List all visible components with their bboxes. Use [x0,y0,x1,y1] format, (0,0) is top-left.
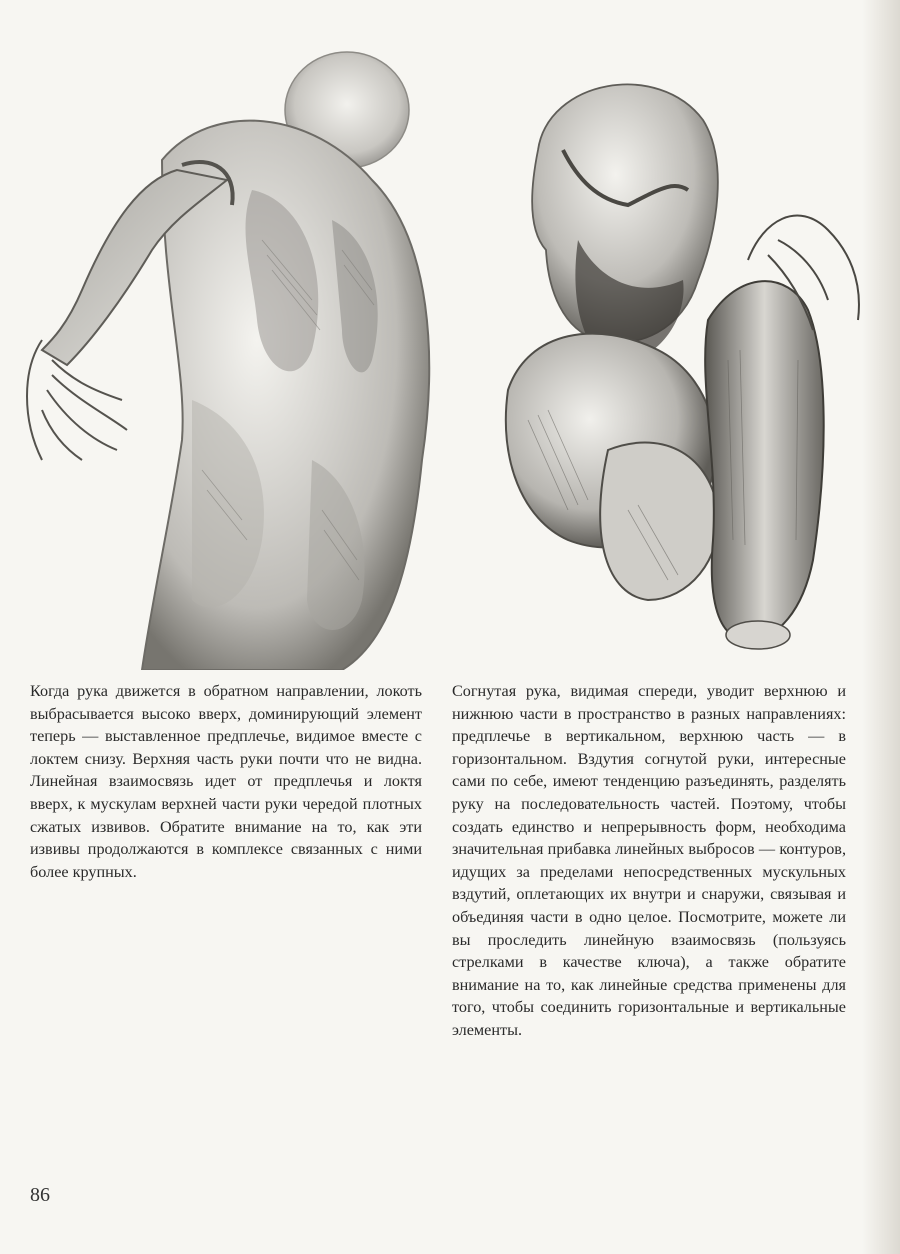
anatomical-sketch-bent-arm-front-icon [468,40,888,670]
page-number: 86 [30,1184,50,1206]
caption-right: Согнутая рука, видимая спереди, уводит верхнюю и нижнюю части в пространство в разных направлениях: предплечье в вертикальном, верхнюю часть — в горизонтальном. Вздутия согнутой руки, интересные сами по себе, имеют тенденцию разъединять, разделять руку на последовательность частей. Поэтому, чтобы создать единство и непрерывность форм, необходима значительная прибавка линейных выбросов — контуров, идущих за пределами непосредственных мускульных вздутий, оплетающих их внутри и снаружи, связывая и объединяя части в одно целое. Посмотрите, можете ли вы проследить линейную взаимосвязь (пользуясь стрелками в качестве ключа), а также обратите внимание на то, как линейные средства применены для того, чтобы соединить горизонтальные и вертикальные элементы. [452,682,846,1039]
anatomical-sketch-back-arm-raised-icon [12,40,432,670]
caption-left: Когда рука движется в обратном направлении, локоть выбрасывается высоко вверх, доминирующий элемент теперь — выставленное предплечье, видимое вместе с локтем снизу. Верхняя часть руки почти что не видна. Линейная взаимосвязь идет от предплечья и локтя вверх, к мускулам верхней части руки чередой плотных сжатых извивов. Обратите внимание на то, как эти извивы продолжаются в комплексе связанных с ними более крупных. [30,682,422,881]
anatomical-drawing-front-view [468,40,888,670]
anatomical-drawing-back-view [12,40,432,670]
